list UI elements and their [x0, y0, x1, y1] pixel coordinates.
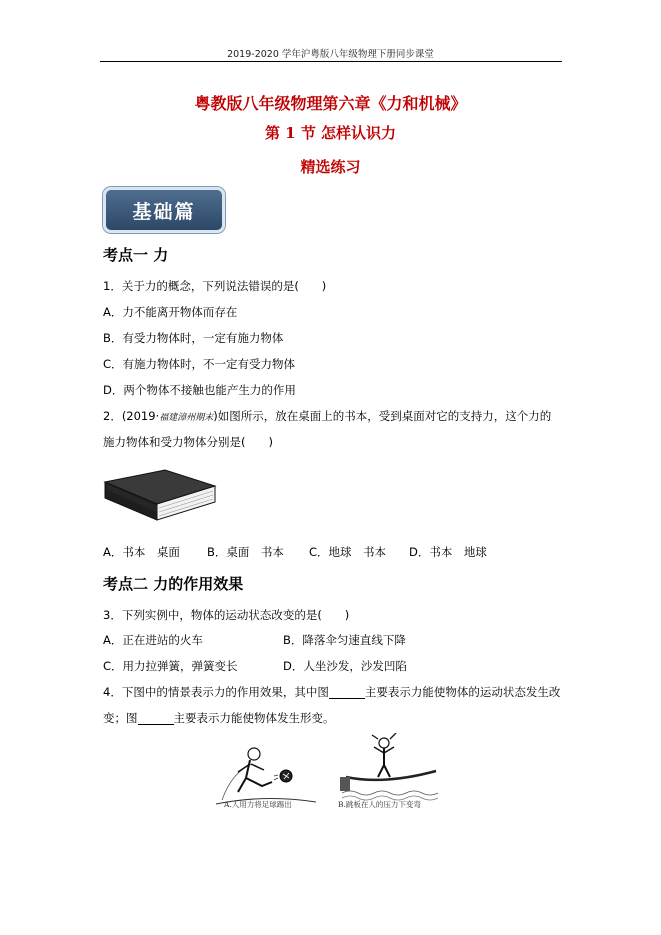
basic-level-badge [103, 187, 225, 233]
topic1-heading: 考点一 力 [103, 246, 169, 264]
q4-part2: 主要表示力能使物体的运动状态发生改 [364, 685, 561, 699]
figure-b-caption: B.跳板在人的压力下变弯 [338, 800, 421, 809]
figure-a-caption: A.人用力将足球踢出 [224, 800, 292, 809]
q3-option-d: D．人坐沙发，沙发凹陷 [283, 659, 407, 673]
water [342, 791, 438, 795]
q4-part1: 4．下图中的情景表示力的作用效果，其中图 [103, 685, 329, 699]
q4-stem-line1 [103, 685, 560, 699]
book-illustration [101, 466, 219, 528]
q1-option-d: D．两个物体不接触也能产生力的作用 [103, 383, 296, 397]
header-divider [100, 61, 562, 62]
diving-board [346, 771, 436, 780]
subtitle: 精选练习 [300, 158, 361, 176]
q2-line1-rest: )如图所示，放在桌面上的书本，受到桌面对它的支持力，这个力的 [213, 409, 552, 423]
q2-option-c: C．地球 书本 [309, 545, 387, 559]
q2-stem-line2: 施力物体和受力物体分别是( ) [103, 435, 273, 449]
q1-option-c: C．有施力物体时，不一定有受力物体 [103, 357, 296, 371]
board-base [340, 777, 350, 791]
q2-stem-line1 [103, 409, 551, 425]
q3-option-c: C．用力拉弹簧，弹簧变长 [103, 659, 238, 673]
q4-blank-2 [138, 712, 174, 725]
diver-head [379, 738, 389, 748]
q4-part4: 主要表示力能使物体发生形变。 [173, 711, 335, 725]
q2-option-d: D．书本 地球 [409, 545, 487, 559]
badge-label: 基础篇 [132, 200, 196, 223]
q1-stem: 1．关于力的概念，下列说法错误的是( ) [103, 279, 327, 293]
q2-option-a: A．书本 桌面 [103, 545, 180, 559]
q4-stem-line2 [103, 711, 335, 725]
section-title: 第 1 节 怎样认识力 [264, 124, 397, 142]
q3-option-a: A．正在进站的火车 [103, 633, 203, 647]
figure-b-diving-board [338, 733, 442, 809]
q1-option-a: A．力不能离开物体而存在 [103, 305, 238, 319]
q2-prefix: 2．(2019· [103, 409, 160, 423]
q2-source: 福建漳州期末 [159, 413, 214, 423]
q4-part3: 变；图 [103, 711, 138, 725]
chapter-title: 粤教版八年级物理第六章《力和机械》 [194, 94, 467, 113]
q1-option-b: B．有受力物体时，一定有施力物体 [103, 331, 284, 345]
kicker-head [248, 748, 260, 760]
q2-option-b: B．桌面 书本 [207, 545, 284, 559]
q4-blank-1 [329, 686, 365, 699]
q3-option-b: B．降落伞匀速直线下降 [283, 633, 406, 647]
page-header: 2019-2020 学年沪粤版八年级物理下册同步课堂 [227, 49, 434, 60]
kicker-body [238, 760, 272, 792]
q3-stem: 3．下列实例中，物体的运动状态改变的是( ) [103, 608, 350, 622]
topic2-heading: 考点二 力的作用效果 [103, 575, 244, 593]
